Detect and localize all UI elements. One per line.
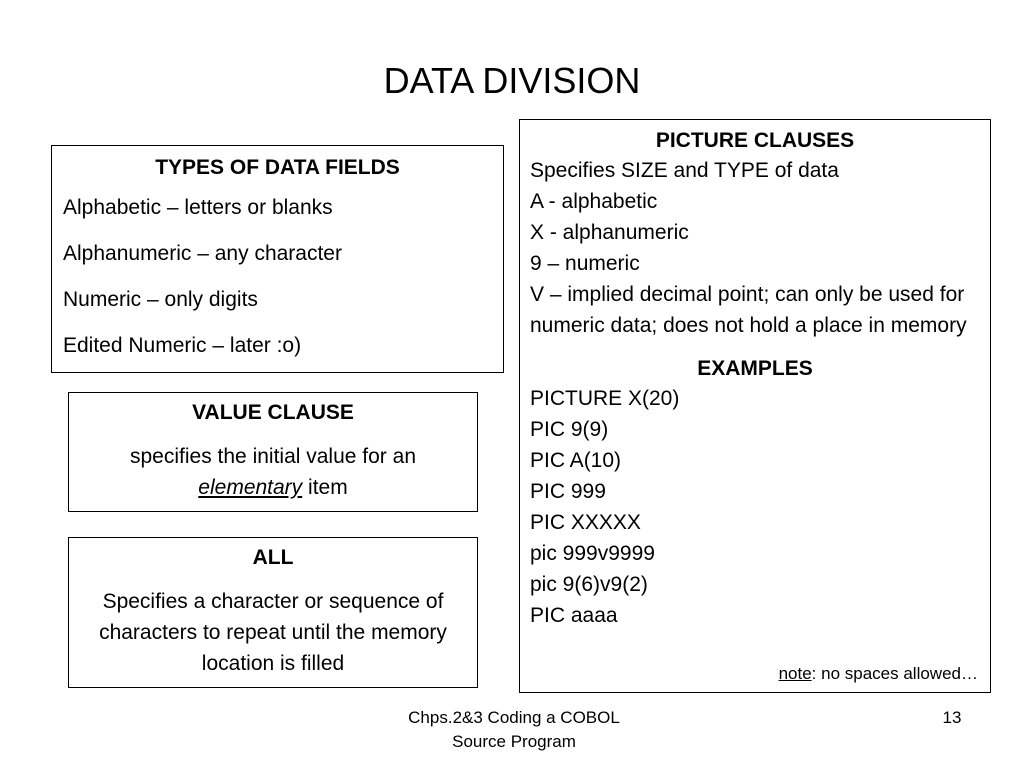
note-label: note [778,664,812,683]
picture-line-alphabetic: A - alphabetic [530,190,658,213]
slide-title: DATA DIVISION [383,60,641,101]
footer-line-2: Source Program [452,732,576,751]
picture-note [779,663,978,685]
value-desc-after: item [302,476,348,499]
value-heading: VALUE CLAUSE [192,401,354,424]
types-line-edited-numeric: Edited Numeric – later :o) [63,334,302,357]
types-line-alphanumeric: Alphanumeric – any character [63,242,342,265]
types-of-data-fields-box [51,145,504,373]
picture-heading: PICTURE CLAUSES [655,129,855,152]
types-heading: TYPES OF DATA FIELDS [155,156,400,179]
example-item: pic 9(6)v9(2) [530,573,648,596]
picture-line-numeric: 9 – numeric [530,252,640,275]
example-item: pic 999v9999 [530,542,655,565]
picture-clauses-box [519,119,991,693]
example-item: PIC 9(9) [530,418,609,441]
picture-line-implied-decimal: V – implied decimal point; can only be used for numeric data; does not hold a place in memory [530,283,967,337]
example-item: PICTURE X(20) [530,387,680,410]
example-item: PIC aaaa [530,604,618,627]
all-description: Specifies a character or sequence of characters to repeat until the memory location is filled [99,590,447,675]
value-description [79,441,467,503]
examples-heading: EXAMPLES [697,357,813,380]
value-desc-emphasis: elementary [198,476,303,499]
note-text: : no spaces allowed… [811,664,978,683]
example-item: PIC A(10) [530,449,622,472]
picture-line-alphanumeric: X - alphanumeric [530,221,689,244]
value-clause-box [68,392,478,512]
picture-line-size-type: Specifies SIZE and TYPE of data [530,159,839,182]
slide-footer [372,706,656,754]
types-line-alphabetic: Alphabetic – letters or blanks [63,196,333,219]
example-item: PIC 999 [530,480,606,503]
example-item: PIC XXXXX [530,511,641,534]
types-line-numeric: Numeric – only digits [63,288,258,311]
footer-line-1: Chps.2&3 Coding a COBOL [408,708,620,727]
all-heading: ALL [252,546,294,569]
value-desc-before: specifies the initial value for an [130,445,416,468]
all-clause-box [68,537,478,688]
page-number: 13 [942,708,962,727]
